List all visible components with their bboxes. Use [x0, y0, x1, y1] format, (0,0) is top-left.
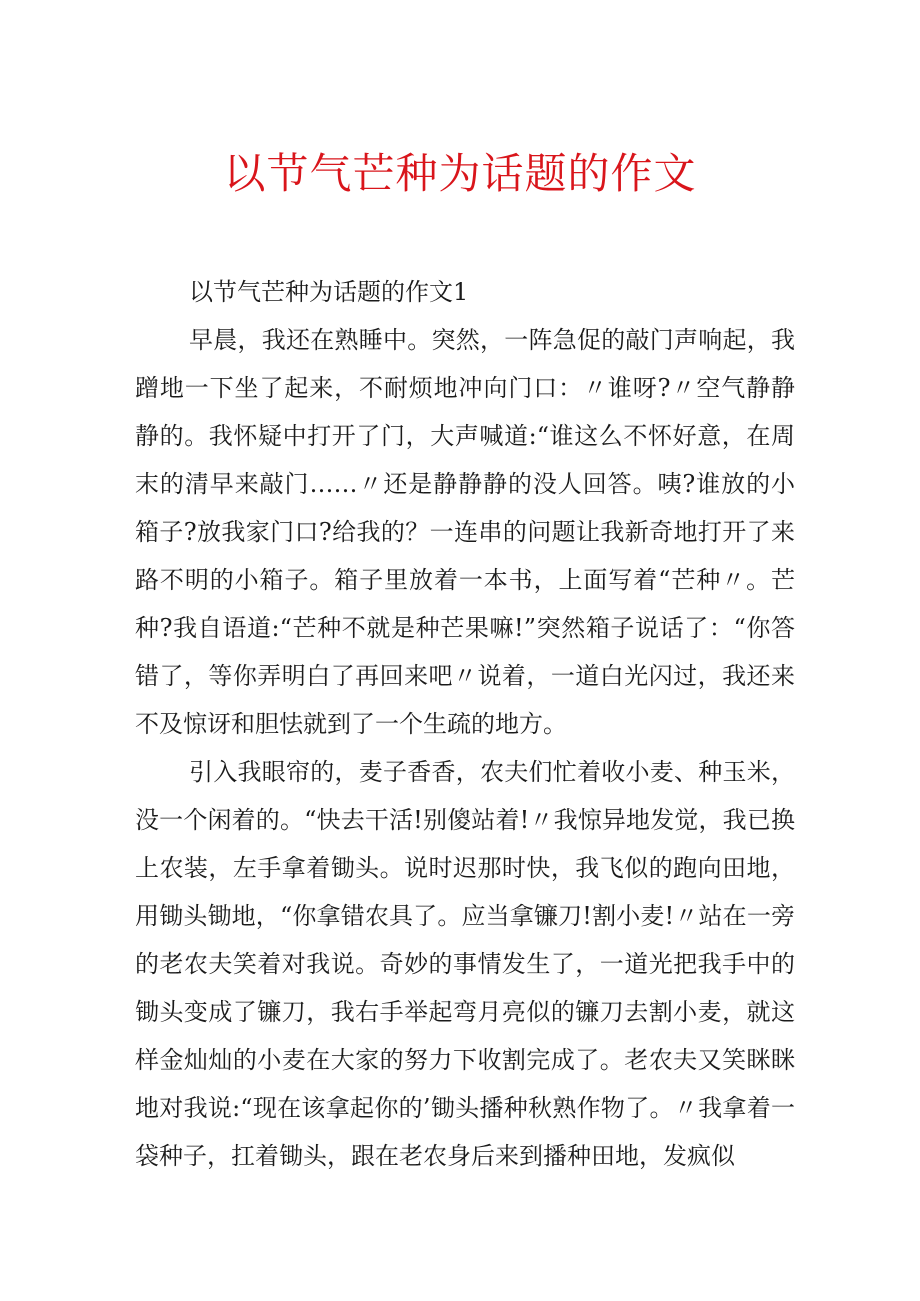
document-body	[135, 268, 795, 1180]
paragraph-2: 引入我眼帘的，麦子香香，农夫们忙着收小麦、种玉米，没一个闲着的。“快去干活!别傻站着!〃我惊异地发觉，我已换上农装，左手拿着锄头。说时迟那时快，我飞似的跑向田地，用锄头锄地，“你拿错农具了。应当拿镰刀!割小麦!〃站在一旁的老农夫笑着对我说。奇妙的事情发生了，一道光把我手中的锄头变成了镰刀，我右手举起弯月亮似的镰刀去割小麦，就这样金灿灿的小麦在大家的努力下收割完成了。老农夫又笑眯眯地对我说:“现在该拿起你的’锄头播种秋熟作物了。〃我拿着一袋种子，扛着锄头，跟在老农身后来到播种田地，发疯似	[135, 758, 795, 1170]
document-title: 以节气芒种为话题的作文	[223, 149, 697, 198]
essay-subheading: 以节气芒种为话题的作文1	[189, 278, 469, 306]
paragraph-1: 早晨，我还在熟睡中。突然，一阵急促的敲门声响起，我蹭地一下坐了起来，不耐烦地冲向门口：〃谁呀?〃空气静静静的。我怀疑中打开了门，大声喊道:“谁这么不怀好意，在周末的清早来敲门……〃还是静静静的没人回答。咦?谁放的小箱子?放我家门口?给我的？一连串的问题让我新奇地打开了来路不明的小箱子。箱子里放着一本书，上面写着“芒种〃。芒种?我自语道:“芒种不就是种芒果嘛!”突然箱子说话了：“你答错了，等你弄明白了再回来吧〃说着，一道白光闪过，我还来不及惊讶和胆怯就到了一个生疏的地方。	[135, 326, 795, 738]
